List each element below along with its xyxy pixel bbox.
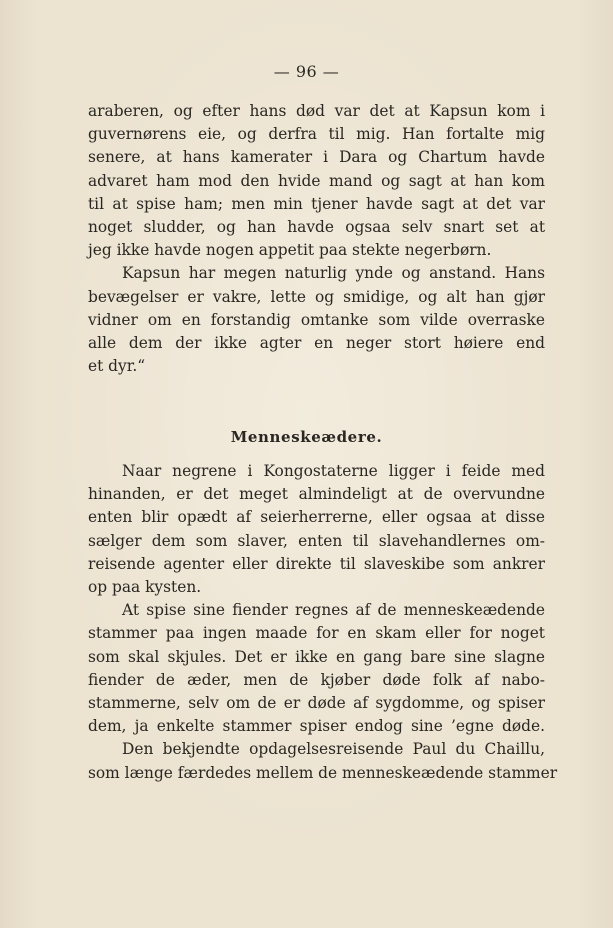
text-line: At spise sine fiender regnes af de menneskeædende [122, 601, 545, 620]
text-line: op paa kysten. [88, 578, 202, 597]
text-line: enten blir opædt af seierherrerne, eller ogsaa at disse [88, 508, 545, 527]
text-line: senere, at hans kamerater i Dara og Chartum havde [88, 148, 545, 167]
text-line: stammerne, selv om de er døde af sygdomme, og spiser [88, 694, 545, 713]
text-line: stammer paa ingen maade for en skam eller for noget [88, 624, 545, 643]
text-line: alle dem der ikke agter en neger stort høiere end [88, 334, 545, 353]
section-heading: Menneskeædere. [230, 428, 383, 446]
text-line: jeg ikke havde nogen appetit paa stekte negerbørn. [88, 241, 492, 260]
text-line: vidner om en forstandig omtanke som vilde overraske [88, 310, 545, 329]
text-line: fiender de æder, men de kjøber døde folk af nabo- [88, 670, 545, 689]
text-line: som længe færdedes mellem de menneskeædende stammer [88, 763, 558, 782]
text-line: som skal skjules. Det er ikke en gang bare sine slagne [88, 647, 545, 666]
text-line: reisende agenter eller direkte til slaveskibe som ankrer [88, 554, 545, 573]
text-line: dem, ja enkelte stammer spiser endog sine ’egne døde. [88, 717, 545, 736]
page-number: — 96 — [273, 62, 340, 81]
text-line: Kapsun har megen naturlig ynde og anstand. Hans [122, 264, 545, 283]
text-line: et dyr.“ [88, 357, 146, 376]
text-line: noget sludder, og han havde ogsaa selv snart set at [88, 218, 545, 237]
text-line: til at spise ham; men min tjener havde sagt at det var [88, 194, 545, 213]
paragraph-block-1 [88, 100, 545, 378]
text-line: sælger dem som slaver, enten til slavehandlernes om- [88, 531, 545, 550]
text-line: araberen, og efter hans død var det at Kapsun kom i [88, 102, 545, 120]
text-line: guvernørens eie, og derfra til mig. Han fortalte mig [88, 125, 545, 144]
text-line: Den bekjendte opdagelsesreisende Paul du Chaillu, [122, 740, 545, 759]
text-line: Naar negrene i Kongostaterne ligger i feide med [122, 462, 545, 480]
text-line: hinanden, er det meget almindeligt at de overvundne [88, 485, 545, 504]
text-line: bevægelser er vakre, lette og smidige, og alt han gjør [88, 287, 545, 306]
paragraph-block-2 [88, 460, 558, 785]
text-line: advaret ham mod den hvide mand og sagt at han kom [88, 171, 545, 190]
